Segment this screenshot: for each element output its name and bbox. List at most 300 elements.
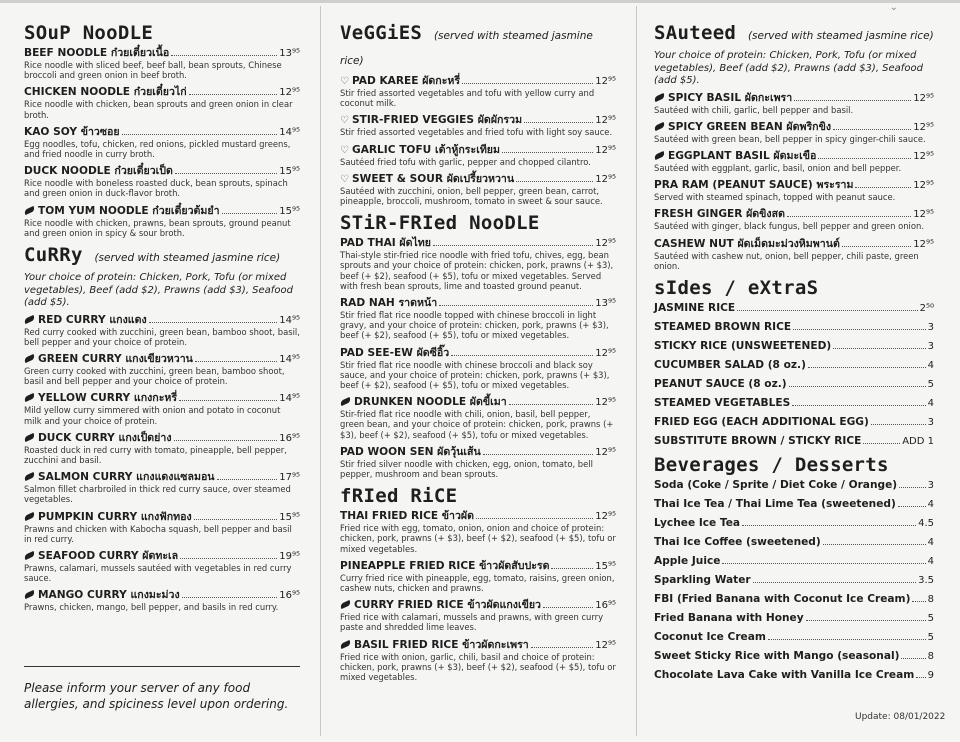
menu-item-description: Thai-style stir-fried rice noodle with fried tofu, chives, egg, bean sprouts and your choice of protein: chicken, pork, prawns (+ $3), beef (+ $2), seafood (+ $5), tofu or mixed vegetables. Served with fresh bean sprouts, lime and toasted ground peanut.: [340, 250, 614, 291]
menu-item-line: [340, 560, 616, 573]
section-curry: [24, 244, 300, 613]
menu-item-price: 4: [927, 555, 934, 567]
section-heading: [340, 22, 616, 72]
menu-item-name: [654, 479, 897, 492]
dot-leader: [171, 55, 277, 56]
menu-item-name: [654, 179, 853, 192]
menu-item-line: [654, 536, 934, 549]
dot-leader: [818, 158, 911, 159]
menu-item-name: [24, 205, 220, 218]
menu-item-title: STEAMED BROWN RICE: [654, 320, 792, 333]
menu-item: [654, 150, 934, 173]
menu-item-price: 13⁹⁵: [595, 298, 616, 310]
menu-item-price: 12⁹⁵: [595, 511, 616, 523]
menu-item-description: Curry fried rice with pineapple, egg, tomato, raisins, green onion, cashew nuts, chicken and prawns.: [340, 572, 615, 594]
menu-item-name: [340, 114, 522, 127]
menu-item: [24, 314, 300, 347]
menu-item-title: PAD KAREE ผัดกะหรี่: [352, 75, 461, 87]
menu-item-description: Fried rice with onion, garlic, chili, basil and choice of protein: chicken, pork, prawns (+ $3), beef (+ $2), seafood (+ $5), tofu or mixed vegetables.: [340, 651, 616, 683]
menu-item-line: [654, 359, 934, 372]
menu-item-name: [24, 471, 215, 484]
section-sauteed: [654, 22, 934, 271]
menu-item-title: EGGPLANT BASIL ผัดมะเขือ: [668, 149, 817, 162]
menu-item: [340, 599, 616, 632]
menu-item: [654, 479, 934, 492]
menu-item-line: [24, 589, 300, 602]
menu-item: [24, 392, 300, 425]
menu-item-name: [654, 593, 910, 606]
menu-item-title: BASIL FRIED RICE ข้าวผัดกะเพรา: [354, 638, 529, 651]
menu-item-title: SPICY GREEN BEAN ผัดพริกขิง: [668, 120, 832, 133]
dot-leader: [833, 348, 925, 349]
dot-leader: [217, 479, 278, 480]
heart-icon: ♡: [340, 144, 349, 156]
dot-leader: [189, 94, 278, 95]
menu-item-title: Coconut Ice Cream: [654, 630, 766, 643]
menu-item-name: [340, 510, 474, 523]
menu-item-line: [340, 173, 616, 186]
menu-item-price: 17⁹⁵: [279, 472, 300, 484]
menu-item: [654, 536, 934, 549]
menu-item-title: SEAFOOD CURRY ผัดทะเล: [38, 549, 179, 562]
menu-item-title: PAD THAI ผัดไทย: [340, 237, 431, 250]
menu-item-name: [24, 165, 173, 178]
menu-item-title: PAD WOON SEN ผัดวุ้นเส้น: [340, 445, 481, 458]
menu-item: [654, 179, 934, 202]
menu-item-line: [24, 471, 300, 484]
menu-item-line: [24, 47, 300, 60]
menu-item-title: DUCK NOODLE ก๋วยเตี๋ยวเป็ด: [24, 165, 173, 178]
menu-item-title: RAD NAH ราดหน้า: [340, 297, 438, 310]
menu-item-name: [24, 353, 193, 366]
menu-item: [24, 47, 300, 80]
chili-icon: [23, 511, 35, 520]
menu-item-title: PAD SEE-EW ผัดซีอิ๊ว: [340, 346, 450, 359]
menu-item-description: Rice noodle with sliced beef, beef ball, bean sprouts, Chinese broccoli and green onion in beef broth.: [24, 60, 282, 81]
menu-item-price: 3: [927, 340, 934, 352]
dot-leader: [182, 597, 278, 598]
menu-item-line: [340, 396, 616, 409]
dot-leader: [833, 129, 911, 130]
menu-item-name: [24, 589, 180, 602]
section-title: STiR-FRIed NooDLE: [340, 212, 540, 235]
menu-item-title: SALMON CURRY แกงแดงแซลมอน: [38, 471, 215, 484]
dot-leader: [753, 582, 916, 583]
menu-item-name: [24, 126, 120, 139]
chili-icon: [23, 393, 35, 402]
menu-item-name: [340, 173, 514, 186]
menu-item-title: Chocolate Lava Cake with Vanilla Ice Cream: [654, 668, 915, 681]
menu-item-title: Thai Ice Coffee (sweetened): [654, 535, 821, 548]
dot-leader: [476, 518, 593, 519]
menu-item-line: [340, 297, 616, 310]
menu-item-price: 12⁹⁵: [279, 87, 300, 99]
menu-item: [340, 510, 616, 554]
dot-leader: [855, 187, 911, 188]
menu-item-price: 15⁹⁵: [595, 560, 616, 572]
menu-item-description: Green curry cooked with zucchini, green bean, bamboo shoot, basil and bell pepper and your choice of protein.: [24, 365, 285, 387]
dot-leader: [543, 607, 593, 608]
menu-item: [654, 517, 934, 530]
section-heading: [340, 212, 616, 234]
section-subtitle: Your choice of protein: Chicken, Pork, Tofu (or mixed vegetables), Beef (add $2), Prawns (add $3), Seafood (add $5).: [654, 50, 923, 86]
menu-item-title: CURRY FRIED RICE ข้าวผัดแกงเขียว: [354, 599, 541, 612]
menu-item: [654, 498, 934, 511]
menu-item: [24, 432, 300, 465]
menu-item-name: [340, 639, 529, 652]
chili-icon: [339, 640, 351, 649]
menu-item-line: [654, 208, 934, 221]
dot-leader: [122, 134, 278, 135]
menu-item-title: STEAMED VEGETABLES: [654, 396, 791, 409]
menu-item: [340, 173, 616, 206]
menu-item-name: [654, 397, 790, 410]
column-divider: [320, 6, 321, 736]
menu-item-price: 3.5: [918, 574, 934, 586]
menu-item-line: [654, 574, 934, 587]
dot-leader: [742, 525, 916, 526]
menu-item-price: 12⁹⁵: [595, 238, 616, 250]
menu-item-title: SPICY BASIL ผัดกะเพรา: [668, 91, 793, 104]
menu-item-price: 4: [927, 498, 934, 510]
section-title: SOuP NooDLE: [24, 22, 154, 44]
menu-item-price: 19⁹⁵: [279, 550, 300, 562]
section-heading: [654, 277, 934, 299]
menu-item-title: STIR-FRIED VEGGIES ผัดผักรวม: [352, 114, 523, 127]
menu-item-title: PRA RAM (PEANUT SAUCE) พระราม: [654, 179, 854, 192]
heart-icon: ♡: [340, 115, 349, 127]
chili-icon: [23, 206, 35, 215]
menu-item: [24, 165, 300, 198]
menu-item-name: [340, 446, 481, 459]
chili-icon: [23, 472, 35, 481]
menu-item-name: [654, 536, 821, 549]
menu-item-price: 12⁹⁵: [595, 144, 616, 156]
menu-item-name: [654, 517, 740, 530]
menu-item: [654, 378, 934, 391]
section-heading: [24, 22, 300, 44]
dot-leader: [195, 361, 277, 362]
menu-item-description: Sautéed with zucchini, onion, bell pepper, green bean, carrot, pineapple, broccoli, mushroom, tomato in sweet & sour sauce.: [340, 185, 603, 207]
menu-item-price: 9: [927, 669, 934, 681]
menu-item-line: [654, 92, 934, 105]
dot-leader: [808, 367, 926, 368]
menu-item: [340, 75, 616, 108]
menu-item-name: [654, 121, 831, 134]
menu-item-price: 12⁹⁵: [913, 121, 934, 133]
chili-icon: [23, 314, 35, 323]
dot-leader: [793, 329, 925, 330]
menu-item-line: [340, 446, 616, 459]
menu-item-name: [654, 435, 861, 448]
menu-item-line: [654, 397, 934, 410]
menu-item: [654, 416, 934, 429]
section-note: (served with steamed jasmine rice): [747, 30, 934, 42]
allergy-notice: Please inform your server of any food allergies, and spiciness level upon ordering.: [24, 681, 289, 711]
menu-item-price: 12⁹⁵: [913, 180, 934, 192]
menu-item-line: [654, 302, 934, 315]
dot-leader: [174, 440, 278, 441]
menu-item-line: [24, 165, 300, 178]
menu-item-description: Sautéed with cashew nut, onion, bell pepper, chili paste, green onion.: [654, 250, 919, 271]
dot-leader: [823, 544, 926, 545]
menu-item: [340, 446, 616, 479]
menu-item-line: [340, 75, 616, 88]
menu-item-name: [24, 47, 169, 60]
menu-item: [340, 560, 616, 593]
menu-item-description: Salmon fillet charbroiled in thick red curry sauce, over steamed vegetables.: [24, 484, 291, 505]
menu-item-title: YELLOW CURRY แกงกะหรี่: [38, 392, 178, 405]
dot-leader: [899, 487, 926, 488]
menu-item-price: 12⁹⁵: [595, 173, 616, 185]
dot-leader: [462, 83, 593, 84]
update-date: Update: 08/01/2022: [855, 712, 946, 722]
menu-item-line: [654, 238, 934, 251]
menu-item-name: [24, 432, 172, 445]
menu-item: [654, 238, 934, 271]
menu-item-name: [340, 347, 449, 360]
dot-leader: [179, 400, 277, 401]
menu-item-line: [340, 510, 616, 523]
menu-item-line: [24, 550, 300, 563]
menu-item-line: [654, 416, 934, 429]
menu-item: [24, 205, 300, 238]
menu-item-description: Egg noodles, tofu, chicken, red onions, pickled mustard greens, and fried noodle in curry broth.: [24, 138, 291, 160]
menu-item-title: BEEF NOODLE ก๋วยเตี๋ยวเนื้อ: [24, 47, 170, 59]
dot-leader: [768, 639, 926, 640]
menu-item-name: [654, 612, 804, 625]
section-title: CuRRy: [24, 244, 83, 267]
section-title: VeGGiES: [340, 22, 423, 44]
menu-item-price: 12⁹⁵: [595, 446, 616, 458]
menu-item-title: JASMINE RICE: [654, 301, 736, 314]
dot-leader: [863, 443, 900, 444]
menu-item-description: Served with steamed spinach, topped with peanut sauce.: [654, 192, 896, 203]
section-friedrice: [340, 485, 616, 682]
menu-item-name: [654, 150, 816, 163]
menu-column-left: [24, 18, 300, 619]
menu-item-price: 16⁹⁵: [595, 600, 616, 612]
menu-item-description: Rice noodle with boneless roasted duck, bean sprouts, spinach and green onion in duck-flavor broth.: [24, 178, 288, 199]
menu-item-price: 12⁹⁵: [913, 150, 934, 162]
menu-item-line: [24, 314, 300, 327]
menu-item-description: Rice noodle with chicken, bean sprouts and green onion in clear broth.: [24, 99, 293, 120]
chili-icon: [23, 590, 35, 599]
menu-item-price: 12⁹⁵: [595, 115, 616, 127]
menu-item-line: [654, 517, 934, 530]
section-beverages: [654, 454, 934, 682]
chili-icon: [653, 92, 665, 101]
menu-item-name: [654, 321, 791, 334]
menu-item-price: 13⁹⁵: [279, 48, 300, 59]
dot-leader: [916, 677, 925, 678]
menu-item-title: DRUNKEN NOODLE ผัดขี้เมา: [354, 396, 507, 409]
dot-leader: [483, 454, 594, 455]
menu-item-price: 14⁹⁵: [279, 314, 300, 326]
menu-item-title: CUCUMBER SALAD (8 oz.): [654, 358, 806, 371]
dot-leader: [792, 405, 925, 406]
menu-item-price: 8: [927, 650, 934, 662]
menu-item-price: 5: [927, 378, 934, 390]
menu-item-description: Prawns, calamari, mussels sautéed with vegetables in red curry sauce.: [24, 562, 292, 584]
menu-item-name: [654, 302, 735, 315]
menu-item-line: [654, 435, 934, 448]
menu-item: [654, 92, 934, 115]
menu-item-line: [24, 205, 300, 218]
menu-item-description: Rice noodle with chicken, prawns, bean sprouts, ground peanut and green onion in spicy & sour broth.: [24, 217, 291, 238]
dot-leader: [871, 424, 926, 425]
menu-item-name: [340, 144, 500, 157]
menu-item-title: CASHEW NUT ผัดเม็ดมะม่วงหิมพานต์: [654, 237, 840, 250]
menu-item: [654, 208, 934, 231]
menu-item: [654, 574, 934, 587]
menu-item-description: Stir fried assorted vegetables and tofu with yellow curry and coconut milk.: [340, 88, 595, 109]
menu-item-title: PEANUT SAUCE (8 oz.): [654, 377, 787, 390]
menu-item-price: 16⁹⁵: [279, 590, 300, 602]
menu-item-price: 5: [927, 612, 934, 624]
menu-item-line: [24, 432, 300, 445]
chili-icon: [339, 397, 351, 406]
dot-leader: [149, 322, 278, 323]
dot-leader: [898, 506, 926, 507]
chili-icon: [653, 122, 665, 131]
chili-icon: [339, 600, 351, 609]
column-divider: [636, 6, 637, 736]
section-heading: [654, 454, 934, 476]
section-sides: [654, 277, 934, 448]
menu-item-title: THAI FRIED RICE ข้าวผัด: [340, 510, 474, 523]
menu-item-description: Red curry cooked with zucchini, green bean, bamboo shoot, basil, bell pepper and your choice of protein.: [24, 326, 300, 347]
menu-item-name: [340, 297, 437, 310]
menu-item: [654, 121, 934, 144]
menu-item-title: Sparkling Water: [654, 573, 751, 586]
menu-item-line: [340, 144, 616, 157]
menu-item-title: Sweet Sticky Rice with Mango (seasonal): [654, 649, 900, 662]
menu-item-price: 12⁹⁵: [595, 347, 616, 359]
dot-leader: [509, 404, 594, 405]
menu-item-name: [24, 550, 178, 563]
menu-item: [654, 631, 934, 644]
menu-item: [654, 302, 934, 315]
section-note: (served with steamed jasmine rice): [94, 252, 281, 265]
menu-item-price: 15⁹⁵: [279, 511, 300, 523]
menu-item-description: Sautéed with chili, garlic, bell pepper and basil.: [654, 104, 854, 115]
menu-item-description: Stir fried silver noodle with chicken, egg, onion, tomato, bell pepper, mushroom and bean sprouts.: [340, 458, 593, 480]
menu-item-name: [654, 208, 785, 221]
menu-item-description: Stir fried flat rice noodle with chinese broccoli and black soy sauce, and your choice of protein: chicken, pork, prawns (+ $3), beef (+ $2), seafood (+ $5), tofu or mixed vegetables.: [340, 359, 610, 391]
menu-item-title: Soda (Coke / Sprite / Diet Coke / Orange): [654, 478, 898, 491]
menu-item-title: PUMPKIN CURRY แกงฟักทอง: [38, 510, 192, 523]
menu-item-name: [654, 359, 806, 372]
dot-leader: [175, 173, 277, 174]
menu-item: [24, 589, 300, 612]
menu-item-name: [340, 560, 549, 573]
menu-item-price: 12⁹⁵: [913, 92, 934, 104]
menu-item-title: GARLIC TOFU เต้าหู้กระเทียม: [352, 143, 500, 156]
dot-leader: [787, 216, 911, 217]
chevron-down-icon: ⌄: [889, 2, 898, 13]
menu-item-price: 4: [927, 536, 934, 548]
menu-item-name: [340, 237, 431, 250]
menu-item-price: 4: [927, 359, 934, 371]
menu-column-middle: [340, 18, 616, 688]
dot-leader: [737, 310, 917, 311]
chili-icon: [23, 551, 35, 560]
menu-item-line: [654, 150, 934, 163]
menu-item-line: [654, 669, 934, 682]
menu-item-description: Sautéed with ginger, black fungus, bell pepper and green onion.: [654, 221, 924, 232]
dot-leader: [551, 568, 593, 569]
menu-item-price: 15⁹⁵: [279, 166, 300, 178]
menu-item-title: MANGO CURRY แกงมะม่วง: [38, 589, 180, 602]
menu-item-price: 12⁹⁵: [595, 397, 616, 409]
menu-item: [654, 669, 934, 682]
menu-item-title: RED CURRY แกงแดง: [38, 313, 147, 326]
menu-item-description: Sautéed fried tofu with garlic, pepper and chopped cilantro.: [340, 156, 591, 167]
menu-item-description: Roasted duck in red curry with tomato, pineapple, bell pepper, zucchini and basil.: [24, 444, 287, 465]
menu-item-price: 12⁹⁵: [595, 639, 616, 651]
menu-item-title: SUBSTITUTE BROWN / STICKY RICE: [654, 434, 862, 447]
menu-item-title: FRESH GINGER ผัดขิงสด: [654, 208, 785, 221]
section-soup: [24, 22, 300, 238]
section-veggies: [340, 22, 616, 206]
dot-leader: [794, 100, 911, 101]
menu-item-description: Sautéed with green bean, bell pepper in spicy ginger-chili sauce.: [654, 133, 926, 144]
dot-leader: [180, 558, 277, 559]
menu-item: [654, 435, 934, 448]
menu-item-line: [654, 378, 934, 391]
menu-item-name: [654, 340, 831, 353]
menu-item-description: Prawns and chicken with Kabocha squash, bell pepper and basil in red curry.: [24, 523, 292, 544]
dot-leader: [524, 122, 593, 123]
menu-item-price: 14⁹⁵: [279, 353, 300, 365]
menu-item: [654, 612, 934, 625]
menu-item-title: Thai Ice Tea / Thai Lime Tea (sweetened): [654, 497, 896, 510]
menu-item-name: [654, 498, 896, 511]
menu-item: [654, 593, 934, 606]
menu-item: [340, 237, 616, 291]
dot-leader: [901, 658, 925, 659]
menu-item-name: [654, 631, 766, 644]
menu-item-price: 14⁹⁵: [279, 126, 300, 138]
dot-leader: [439, 305, 593, 306]
dot-leader: [222, 213, 278, 214]
chili-icon: [653, 151, 665, 160]
section-note: (served with steamed jasmine rice): [340, 30, 593, 67]
footer-divider: [24, 666, 300, 667]
menu-item-line: [654, 321, 934, 334]
chili-icon: [23, 354, 35, 363]
section-heading: [654, 22, 934, 47]
menu-item-name: [24, 314, 147, 327]
menu-item-title: Apple Juice: [654, 554, 721, 567]
heart-icon: ♡: [340, 173, 349, 185]
dot-leader: [722, 563, 925, 564]
menu-item-price: 8: [927, 593, 934, 605]
menu-item-name: [24, 392, 177, 405]
menu-item-name: [340, 599, 541, 612]
chili-icon: [23, 433, 35, 442]
menu-item: [654, 359, 934, 372]
menu-item: [340, 297, 616, 341]
menu-item-description: Stir fried flat rice noodle topped with chinese broccoli in light gravy, and your choice of protein: chicken, pork, prawns (+ $3), beef (+ $2), seafood (+ $5), tofu or mixed vegetables.: [340, 310, 609, 341]
dot-leader: [842, 246, 911, 247]
menu-item: [24, 550, 300, 583]
menu-item-line: [340, 639, 616, 652]
menu-item-name: [24, 511, 192, 524]
menu-item-line: [654, 179, 934, 192]
menu-item-name: [654, 669, 914, 682]
